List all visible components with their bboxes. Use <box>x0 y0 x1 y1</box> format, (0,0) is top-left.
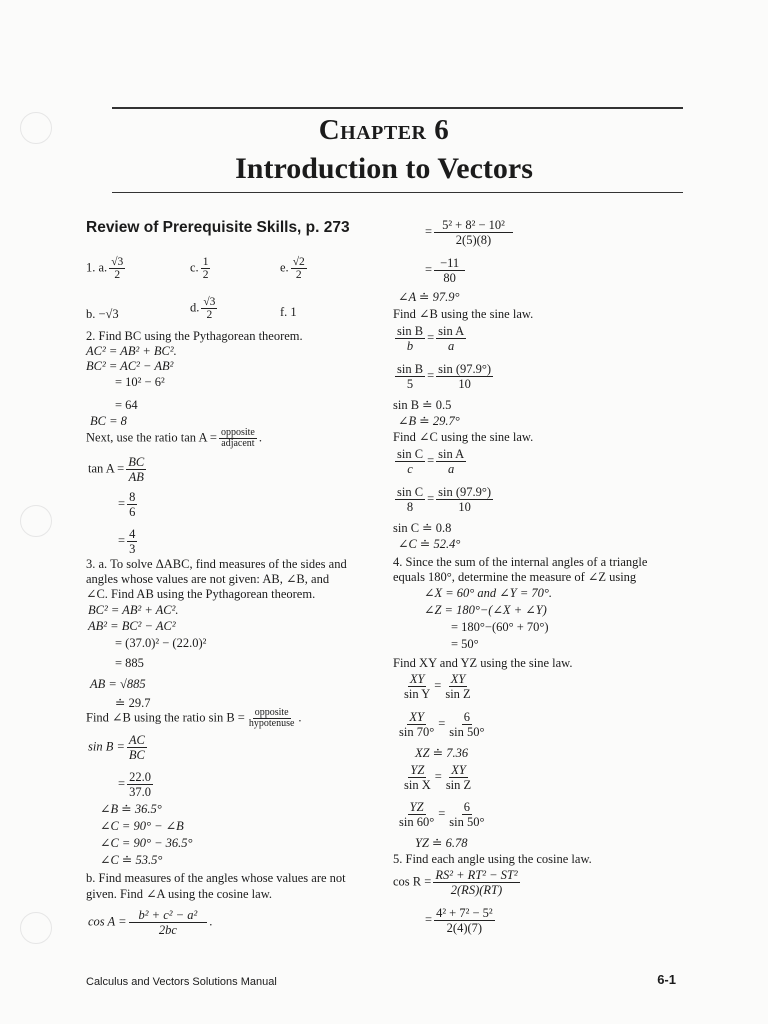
q1-a: 1. a. $\frac{√3}{2}$ <box>86 256 124 281</box>
q1-b: b. −√3 <box>86 307 119 321</box>
ratio-line: Next, use the ratio tan A = $\frac{\text{opposite}}{\text{adjacent}}$ . <box>86 427 262 449</box>
right-line: sin C ≐ 0.8 <box>393 521 452 535</box>
right-line: = 180°−(60° + 70°) <box>451 620 549 634</box>
right-line: ∠B ≐ 29.7° <box>398 414 460 428</box>
left-line: BC² = AC² − AB² <box>86 359 174 373</box>
right-line: 4. Since the sum of the internal angles of a triangle <box>393 555 648 569</box>
left-line: = (37.0)² − (22.0)² <box>115 636 207 650</box>
left-line: BC² = AB² + AC². <box>88 603 179 617</box>
right-line: sin B ≐ 0.5 <box>393 398 452 412</box>
sin-b: sin B = $\frac{AC}{BC}$ <box>88 733 145 762</box>
right-frac: = $\frac{-11}{80}$ <box>425 256 467 285</box>
cos-r-step: = $\frac{\text{4² + 7² − 5²}}{2(4)(7)}$ <box>425 906 493 935</box>
left-line: angles whose values are not given: AB, ∠B, and <box>86 572 330 586</box>
q1-e: e. $\frac{√2}{2}$ <box>280 256 305 281</box>
binder-hole-bottom <box>20 912 52 944</box>
tan-a-step: = $\frac{8}{6}$ <box>118 490 136 519</box>
left-line: ∠C = 90° − ∠B <box>100 819 184 833</box>
left-line: ∠B ≐ 36.5° <box>100 802 162 816</box>
sine-law-c2: $\frac{\text{sin C}}{8}$ = $\frac{\sin (97.9^\circ)}{10}$ <box>397 485 492 514</box>
left-line: ∠C ≐ 53.5° <box>100 853 163 867</box>
right-line: equals 180°, determine the measure of ∠Z using <box>393 570 637 584</box>
sine-law-xy: $\frac{XY}{\text{sin Y}}$ = $\frac{XY}{\text{sin Z}}$ <box>404 672 471 701</box>
right-frac: = $\frac{\text{5² + 8² − 10²}}{2(5)(8)}$ <box>425 218 515 247</box>
right-line: ∠X = 60° and ∠Y = 70°. <box>424 586 553 600</box>
section-heading: Review of Prerequisite Skills, p. 273 <box>86 219 350 236</box>
right-line: Find ∠B using the sine law. <box>393 307 534 321</box>
sine-law-xy2: $\frac{XY}{\sin 70^\circ}$ = $\frac{6}{\sin 50^\circ}$ <box>399 710 485 739</box>
left-line: AC² = AB² + BC². <box>86 344 177 358</box>
left-line: 2. Find BC using the Pythagorean theorem. <box>86 329 303 343</box>
sine-law-yz2: $\frac{YZ}{\sin 60^\circ}$ = $\frac{6}{\sin 50^\circ}$ <box>399 800 485 829</box>
cos-r: cos R = $\frac{\text{RS² + RT² − ST²}}{2(RS)(RT)}$ <box>393 868 518 897</box>
left-line: = 10² − 6² <box>115 375 165 389</box>
tan-a: tan A = $\frac{BC}{AB}$ <box>88 455 145 484</box>
footer-title: Calculus and Vectors Solutions Manual <box>86 976 277 988</box>
right-line: 5. Find each angle using the cosine law. <box>393 852 592 866</box>
chapter-title: Introduction to Vectors <box>235 152 533 185</box>
chapter-label: Chapter 6 <box>318 114 450 146</box>
left-line: AB² = BC² − AC² <box>88 619 176 633</box>
right-line: ∠Z = 180°−(∠X + ∠Y) <box>424 603 547 617</box>
right-line: ∠A ≐ 97.9° <box>398 290 460 304</box>
right-line: = 50° <box>451 637 479 651</box>
right-line: ∠C ≐ 52.4° <box>398 537 461 551</box>
page-number: 6-1 <box>657 972 676 987</box>
right-line: XZ ≐ 7.36 <box>415 746 469 760</box>
left-line: BC = 8 <box>90 414 127 428</box>
right-line: Find XY and YZ using the sine law. <box>393 656 573 670</box>
left-line: ∠C. Find AB using the Pythagorean theorem. <box>86 587 316 601</box>
q1-c: c. $\frac{1}{2}$ <box>190 256 209 281</box>
left-line: AB = √885 <box>90 677 146 691</box>
sine-law-b: $\frac{\text{sin B}}{b}$ = $\frac{\text{sin A}}{a}$ <box>397 324 465 353</box>
left-line: given. Find ∠A using the cosine law. <box>86 887 273 901</box>
sine-law-c: $\frac{\text{sin C}}{c}$ = $\frac{\text{sin A}}{a}$ <box>397 447 465 476</box>
sine-law-yz: $\frac{YZ}{\text{sin X}}$ = $\frac{XY}{\text{sin Z}}$ <box>404 763 472 792</box>
sine-law-b2: $\frac{\text{sin B}}{5}$ = $\frac{\sin (97.9^\circ)}{10}$ <box>397 362 492 391</box>
cos-a: cos A = $\frac{\text{b² + c² − a²}}{2bc}$ . <box>88 908 213 937</box>
right-line: Find ∠C using the sine law. <box>393 430 534 444</box>
left-line: = 885 <box>115 656 144 670</box>
q1-d: d. $\frac{√3}{2}$ <box>190 296 216 321</box>
left-line: b. Find measures of the angles whose values are not <box>86 871 346 885</box>
sin-b-step: = $\frac{22.0}{37.0}$ <box>118 770 151 799</box>
tan-a-result: = $\frac{4}{3}$ <box>118 527 136 556</box>
left-line: ≐ 29.7 <box>115 696 151 710</box>
left-line: 3. a. To solve ΔABC, find measures of the sides and <box>86 557 347 571</box>
title-rule <box>112 192 683 193</box>
left-line: ∠C = 90° − 36.5° <box>100 836 193 850</box>
binder-hole-middle <box>20 505 52 537</box>
right-line: YZ ≐ 6.78 <box>415 836 468 850</box>
q1-f: f. 1 <box>280 305 297 319</box>
top-rule <box>112 107 683 109</box>
sin-ratio-line: Find ∠B using the ratio sin B = $\frac{\text{opposite}}{\text{hypotenuse}}$ . <box>86 707 302 729</box>
left-line: = 64 <box>115 398 138 412</box>
